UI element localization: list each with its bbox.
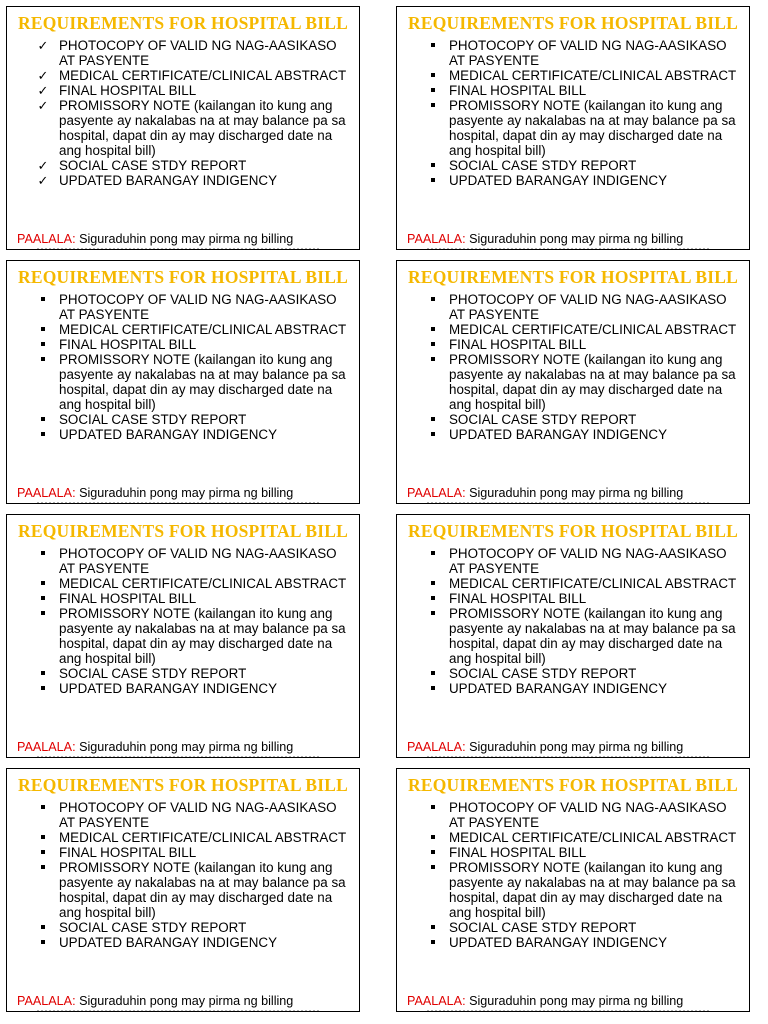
square-bullet-icon [425, 860, 441, 875]
requirement-item [7, 860, 359, 920]
square-bullet-icon [425, 591, 441, 606]
requirement-text: SOCIAL CASE STDY REPORT [59, 412, 247, 427]
requirement-item [397, 576, 749, 591]
check-icon: ✓ [37, 83, 49, 98]
requirements-list [397, 38, 749, 188]
square-bullet-icon [35, 546, 51, 561]
square-bullet-icon [425, 68, 441, 83]
clipped-text-line [37, 1010, 319, 1012]
requirement-text: UPDATED BARANGAY INDIGENCY [59, 427, 278, 442]
reminder-text: Siguraduhin pong may pirma ng billing [79, 486, 294, 500]
reminder-label: PAALALA: [17, 232, 76, 246]
square-bullet-icon [425, 920, 441, 935]
requirement-text: PHOTOCOPY OF VALID NG NAG-AASIKASO AT PASYENTE [449, 546, 727, 576]
card-title: REQUIREMENTS FOR HOSPITAL BILL [408, 13, 738, 33]
requirement-text: MEDICAL CERTIFICATE/CLINICAL ABSTRACT [59, 830, 347, 845]
square-bullet-icon [425, 337, 441, 352]
requirement-text: MEDICAL CERTIFICATE/CLINICAL ABSTRACT [449, 68, 737, 83]
requirement-text: UPDATED BARANGAY INDIGENCY [59, 173, 278, 188]
requirement-text: FINAL HOSPITAL BILL [59, 83, 197, 98]
square-bullet-icon [425, 935, 441, 950]
requirement-item [7, 920, 359, 935]
requirement-text: UPDATED BARANGAY INDIGENCY [59, 681, 278, 696]
clipped-text-line [37, 756, 319, 758]
requirement-item [397, 337, 749, 352]
check-icon: ✓ [37, 98, 49, 113]
square-bullet-icon [35, 591, 51, 606]
card-title: REQUIREMENTS FOR HOSPITAL BILL [408, 775, 738, 795]
requirement-text: MEDICAL CERTIFICATE/CLINICAL ABSTRACT [449, 830, 737, 845]
square-bullet-icon [425, 546, 441, 561]
requirements-card [6, 514, 360, 758]
requirement-item [7, 352, 359, 412]
clipped-text-line [37, 248, 319, 250]
requirement-item [7, 158, 359, 173]
requirements-list [7, 800, 359, 950]
square-bullet-icon [35, 337, 51, 352]
requirement-text: MEDICAL CERTIFICATE/CLINICAL ABSTRACT [449, 322, 737, 337]
reminder-label: PAALALA: [407, 232, 466, 246]
reminder-note [17, 994, 353, 1009]
reminder-label: PAALALA: [407, 486, 466, 500]
requirement-item [7, 322, 359, 337]
requirement-text: PHOTOCOPY OF VALID NG NAG-AASIKASO AT PASYENTE [59, 38, 337, 68]
reminder-note [407, 232, 743, 247]
requirements-card [6, 260, 360, 504]
requirement-item [7, 591, 359, 606]
requirement-item [7, 292, 359, 322]
requirements-card [396, 6, 750, 250]
requirement-item [397, 860, 749, 920]
reminder-text: Siguraduhin pong may pirma ng billing [469, 740, 684, 754]
square-bullet-icon [425, 427, 441, 442]
square-bullet-icon [35, 576, 51, 591]
square-bullet-icon [35, 800, 51, 815]
requirement-text: FINAL HOSPITAL BILL [449, 337, 587, 352]
requirement-item [397, 173, 749, 188]
requirement-item [397, 292, 749, 322]
requirement-item [7, 412, 359, 427]
square-bullet-icon [35, 830, 51, 845]
requirement-text: UPDATED BARANGAY INDIGENCY [449, 681, 668, 696]
requirement-item [7, 800, 359, 830]
square-bullet-icon [35, 860, 51, 875]
requirement-item [7, 337, 359, 352]
reminder-text: Siguraduhin pong may pirma ng billing [469, 994, 684, 1008]
requirement-item [7, 427, 359, 442]
requirements-list [397, 546, 749, 696]
requirement-item [7, 666, 359, 681]
requirements-card [396, 768, 750, 1012]
requirement-item [397, 352, 749, 412]
requirement-item [7, 546, 359, 576]
square-bullet-icon [425, 83, 441, 98]
square-bullet-icon [425, 322, 441, 337]
requirement-text: PHOTOCOPY OF VALID NG NAG-AASIKASO AT PASYENTE [59, 800, 337, 830]
square-bullet-icon [425, 681, 441, 696]
requirement-item [397, 920, 749, 935]
square-bullet-icon [425, 412, 441, 427]
requirement-text: PROMISSORY NOTE (kailangan ito kung ang pasyente ay nakalabas na at may balance pa sa hospital, dapat din ay may discharged date na ang hospital bill) [59, 352, 346, 412]
requirement-item [7, 98, 359, 158]
reminder-note [407, 486, 743, 501]
requirement-text: UPDATED BARANGAY INDIGENCY [449, 935, 668, 950]
requirement-text: PHOTOCOPY OF VALID NG NAG-AASIKASO AT PASYENTE [449, 38, 727, 68]
requirements-list [7, 546, 359, 696]
requirements-list [7, 38, 359, 188]
requirement-item [397, 546, 749, 576]
requirement-item [397, 68, 749, 83]
card-title: REQUIREMENTS FOR HOSPITAL BILL [408, 521, 738, 541]
requirements-card [396, 514, 750, 758]
reminder-note [17, 740, 353, 755]
clipped-text-line [427, 502, 709, 504]
requirement-text: FINAL HOSPITAL BILL [59, 845, 197, 860]
requirement-item [397, 830, 749, 845]
requirement-text: MEDICAL CERTIFICATE/CLINICAL ABSTRACT [449, 576, 737, 591]
check-icon: ✓ [37, 173, 49, 188]
requirement-text: PHOTOCOPY OF VALID NG NAG-AASIKASO AT PASYENTE [59, 292, 337, 322]
square-bullet-icon [35, 606, 51, 621]
requirement-item [7, 173, 359, 188]
square-bullet-icon [35, 412, 51, 427]
check-icon: ✓ [37, 38, 49, 53]
card-title: REQUIREMENTS FOR HOSPITAL BILL [18, 521, 348, 541]
requirement-text: PROMISSORY NOTE (kailangan ito kung ang pasyente ay nakalabas na at may balance pa sa hospital, dapat din ay may discharged date na ang hospital bill) [59, 860, 346, 920]
requirement-text: SOCIAL CASE STDY REPORT [59, 666, 247, 681]
card-title: REQUIREMENTS FOR HOSPITAL BILL [408, 267, 738, 287]
square-bullet-icon [35, 935, 51, 950]
requirement-text: MEDICAL CERTIFICATE/CLINICAL ABSTRACT [59, 322, 347, 337]
square-bullet-icon [425, 158, 441, 173]
requirement-text: SOCIAL CASE STDY REPORT [449, 158, 637, 173]
square-bullet-icon [425, 576, 441, 591]
reminder-label: PAALALA: [17, 740, 76, 754]
requirements-card [396, 260, 750, 504]
reminder-label: PAALALA: [17, 486, 76, 500]
requirement-item [7, 83, 359, 98]
requirement-item [397, 38, 749, 68]
square-bullet-icon [425, 666, 441, 681]
requirement-item [397, 98, 749, 158]
clipped-text-line [427, 248, 709, 250]
clipped-text-line [427, 1010, 709, 1012]
square-bullet-icon [35, 681, 51, 696]
requirements-list [7, 292, 359, 442]
requirement-item [397, 591, 749, 606]
card-title: REQUIREMENTS FOR HOSPITAL BILL [18, 13, 348, 33]
square-bullet-icon [425, 845, 441, 860]
reminder-text: Siguraduhin pong may pirma ng billing [79, 740, 294, 754]
requirement-text: UPDATED BARANGAY INDIGENCY [59, 935, 278, 950]
square-bullet-icon [35, 322, 51, 337]
requirement-text: SOCIAL CASE STDY REPORT [449, 412, 637, 427]
square-bullet-icon [425, 292, 441, 307]
requirement-text: FINAL HOSPITAL BILL [59, 591, 197, 606]
requirement-item [397, 606, 749, 666]
requirement-text: FINAL HOSPITAL BILL [449, 591, 587, 606]
square-bullet-icon [425, 38, 441, 53]
requirement-item [7, 38, 359, 68]
square-bullet-icon [425, 173, 441, 188]
requirement-text: PROMISSORY NOTE (kailangan ito kung ang pasyente ay nakalabas na at may balance pa sa hospital, dapat din ay may discharged date na ang hospital bill) [59, 98, 346, 158]
requirement-item [7, 830, 359, 845]
reminder-text: Siguraduhin pong may pirma ng billing [79, 232, 294, 246]
requirement-item [7, 935, 359, 950]
reminder-note [17, 232, 353, 247]
requirement-text: SOCIAL CASE STDY REPORT [449, 666, 637, 681]
requirement-text: FINAL HOSPITAL BILL [59, 337, 197, 352]
reminder-note [407, 740, 743, 755]
square-bullet-icon [35, 427, 51, 442]
requirement-text: SOCIAL CASE STDY REPORT [59, 158, 247, 173]
requirement-item [397, 412, 749, 427]
requirement-text: PROMISSORY NOTE (kailangan ito kung ang pasyente ay nakalabas na at may balance pa sa hospital, dapat din ay may discharged date na ang hospital bill) [449, 98, 736, 158]
requirements-card [6, 768, 360, 1012]
requirement-item [397, 935, 749, 950]
reminder-label: PAALALA: [407, 740, 466, 754]
requirement-text: FINAL HOSPITAL BILL [449, 83, 587, 98]
square-bullet-icon [425, 606, 441, 621]
requirement-text: PHOTOCOPY OF VALID NG NAG-AASIKASO AT PASYENTE [59, 546, 337, 576]
requirement-text: FINAL HOSPITAL BILL [449, 845, 587, 860]
requirement-item [397, 666, 749, 681]
square-bullet-icon [35, 292, 51, 307]
square-bullet-icon [35, 845, 51, 860]
reminder-note [407, 994, 743, 1009]
clipped-text-line [37, 502, 319, 504]
requirement-text: MEDICAL CERTIFICATE/CLINICAL ABSTRACT [59, 68, 347, 83]
square-bullet-icon [425, 98, 441, 113]
square-bullet-icon [35, 666, 51, 681]
clipped-text-line [427, 756, 709, 758]
requirement-item [397, 681, 749, 696]
requirement-text: UPDATED BARANGAY INDIGENCY [449, 173, 668, 188]
square-bullet-icon [35, 352, 51, 367]
requirement-item [7, 576, 359, 591]
square-bullet-icon [425, 830, 441, 845]
check-icon: ✓ [37, 68, 49, 83]
requirement-text: SOCIAL CASE STDY REPORT [59, 920, 247, 935]
card-title: REQUIREMENTS FOR HOSPITAL BILL [18, 267, 348, 287]
requirement-item [397, 800, 749, 830]
requirement-text: PHOTOCOPY OF VALID NG NAG-AASIKASO AT PASYENTE [449, 800, 727, 830]
requirement-text: SOCIAL CASE STDY REPORT [449, 920, 637, 935]
requirements-list [397, 800, 749, 950]
reminder-label: PAALALA: [17, 994, 76, 1008]
requirement-text: PROMISSORY NOTE (kailangan ito kung ang pasyente ay nakalabas na at may balance pa sa hospital, dapat din ay may discharged date na ang hospital bill) [449, 606, 736, 666]
requirement-text: PROMISSORY NOTE (kailangan ito kung ang pasyente ay nakalabas na at may balance pa sa hospital, dapat din ay may discharged date na ang hospital bill) [59, 606, 346, 666]
requirement-item [7, 845, 359, 860]
requirement-item [7, 681, 359, 696]
requirement-item [397, 83, 749, 98]
requirement-item [397, 322, 749, 337]
requirement-item [397, 845, 749, 860]
requirement-text: MEDICAL CERTIFICATE/CLINICAL ABSTRACT [59, 576, 347, 591]
requirement-text: PROMISSORY NOTE (kailangan ito kung ang pasyente ay nakalabas na at may balance pa sa hospital, dapat din ay may discharged date na ang hospital bill) [449, 860, 736, 920]
requirement-item [397, 158, 749, 173]
requirements-card [6, 6, 360, 250]
requirement-item [7, 68, 359, 83]
reminder-text: Siguraduhin pong may pirma ng billing [469, 486, 684, 500]
requirement-item [7, 606, 359, 666]
reminder-text: Siguraduhin pong may pirma ng billing [79, 994, 294, 1008]
requirement-text: PHOTOCOPY OF VALID NG NAG-AASIKASO AT PASYENTE [449, 292, 727, 322]
square-bullet-icon [425, 800, 441, 815]
requirements-list [397, 292, 749, 442]
reminder-label: PAALALA: [407, 994, 466, 1008]
reminder-note [17, 486, 353, 501]
requirement-text: UPDATED BARANGAY INDIGENCY [449, 427, 668, 442]
requirement-text: PROMISSORY NOTE (kailangan ito kung ang pasyente ay nakalabas na at may balance pa sa hospital, dapat din ay may discharged date na ang hospital bill) [449, 352, 736, 412]
card-title: REQUIREMENTS FOR HOSPITAL BILL [18, 775, 348, 795]
requirement-item [397, 427, 749, 442]
square-bullet-icon [35, 920, 51, 935]
check-icon: ✓ [37, 158, 49, 173]
square-bullet-icon [425, 352, 441, 367]
reminder-text: Siguraduhin pong may pirma ng billing [469, 232, 684, 246]
